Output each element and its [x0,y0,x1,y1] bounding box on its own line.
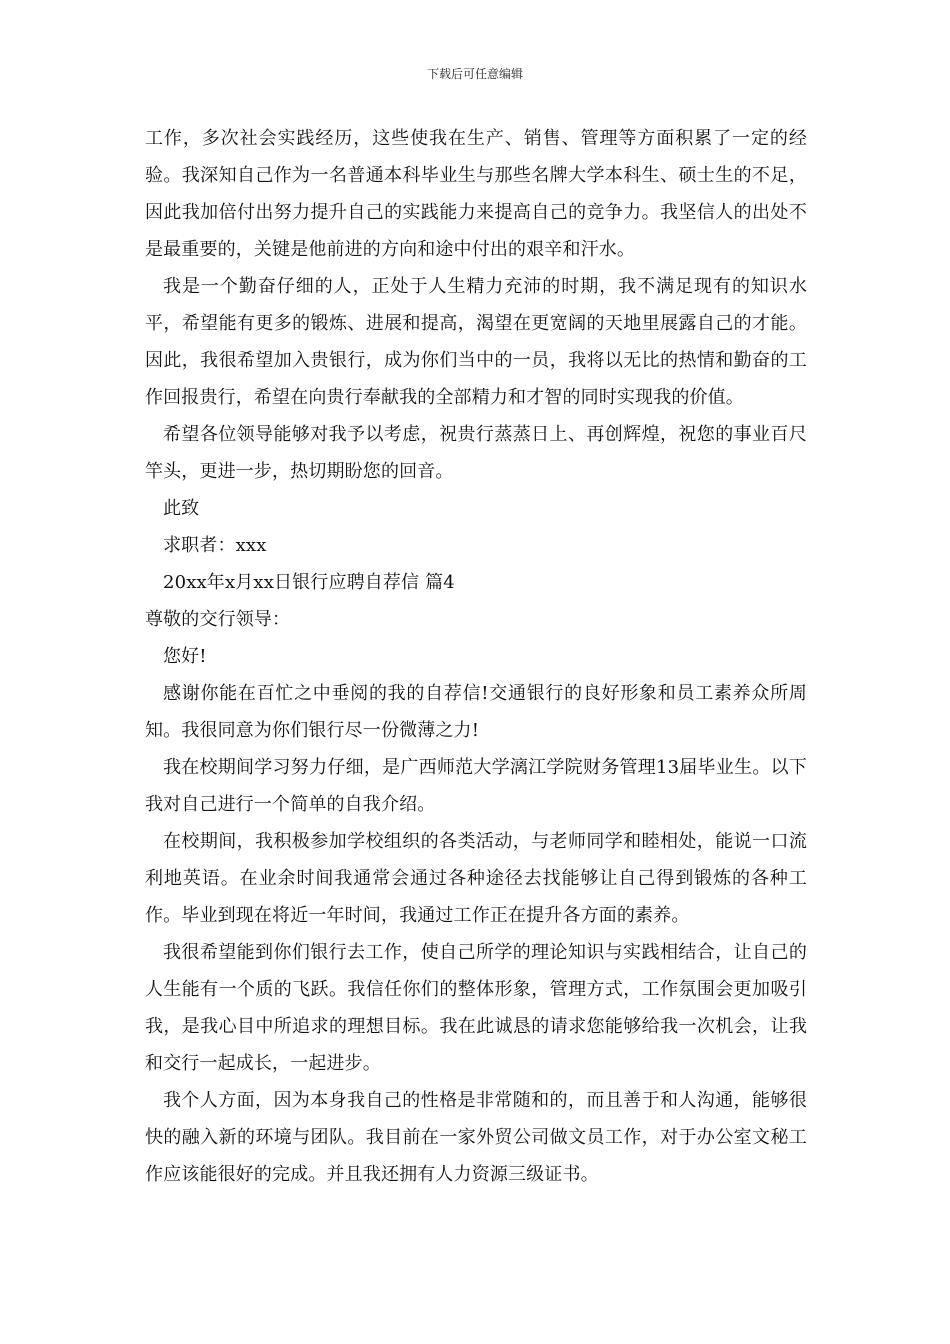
signature-applicant: 求职者：xxx [163,535,267,556]
paragraph-education: 我在校期间学习努力仔细，是广西师范大学漓江学院财务管理13届毕业生。以下我对自己进行一个简单的自我介绍。 [145,757,807,815]
salutation-closing: 此致 [163,498,200,519]
paragraph-thanks: 感谢你能在百忙之中垂阅的我的自荐信!交通银行的良好形象和员工素养众所周知。我很同意为你们银行尽一份微薄之力! [145,683,807,741]
paragraph-closing-wish: 希望各位领导能够对我予以考虑，祝贵行蒸蒸日上、再创辉煌，祝您的事业百尺竿头，更进一步，热切期盼您的回音。 [145,424,807,482]
greeting-hello: 您好! [163,646,207,667]
paragraph-experience: 工作，多次社会实践经历，这些使我在生产、销售、管理等方面积累了一定的经验。我深知自己作为一名普通本科毕业生与那些名牌大学本科生、硕士生的不足，因此我加倍付出努力提升自己的实践能力来提高自己的竞争力。我坚信人的出处不是最重要的，关键是他前进的方向和途中付出的艰辛和汗水。 [145,128,807,260]
paragraph-aspiration: 我很希望能到你们银行去工作，使自己所学的理论知识与实践相结合，让自己的人生能有一个质的飞跃。我信任你们的整体形象，管理方式，工作氛围会更加吸引我，是我心目中所追求的理想目标。我在此诚恳的请求您能够给我一次机会，让我和交行一起成长，一起进步。 [145,942,807,1074]
greeting-recipient: 尊敬的交行领导： [145,609,291,630]
paragraph-personal: 我个人方面，因为本身我自己的性格是非常随和的，而且善于和人沟通，能够很快的融入新的环境与团队。我目前在一家外贸公司做文员工作，对于办公室文秘工作应该能很好的完成。并且我还拥有人力资源三级证书。 [145,1090,807,1185]
page-header: 下载后可任意编辑 [426,67,523,81]
paragraph-activities: 在校期间，我积极参加学校组织的各类活动，与老师同学和睦相处，能说一口流利地英语。在业余时间我通常会通过各种途径去找能够让自己得到锻炼的各种工作。毕业到现在将近一年时间，我通过工作正在提升各方面的素养。 [145,831,807,926]
letter-body [145,120,807,1193]
letter-title: 20xx年x月xx日银行应聘自荐信 篇4 [163,572,455,593]
paragraph-personality: 我是一个勤奋仔细的人，正处于人生精力充沛的时期，我不满足现有的知识水平，希望能有更多的锻炼、进展和提高，渴望在更宽阔的天地里展露自己的才能。因此，我很希望加入贵银行，成为你们当中的一员，我将以无比的热情和勤奋的工作回报贵行，希望在向贵行奉献我的全部精力和才智的同时实现我的价值。 [145,276,807,408]
